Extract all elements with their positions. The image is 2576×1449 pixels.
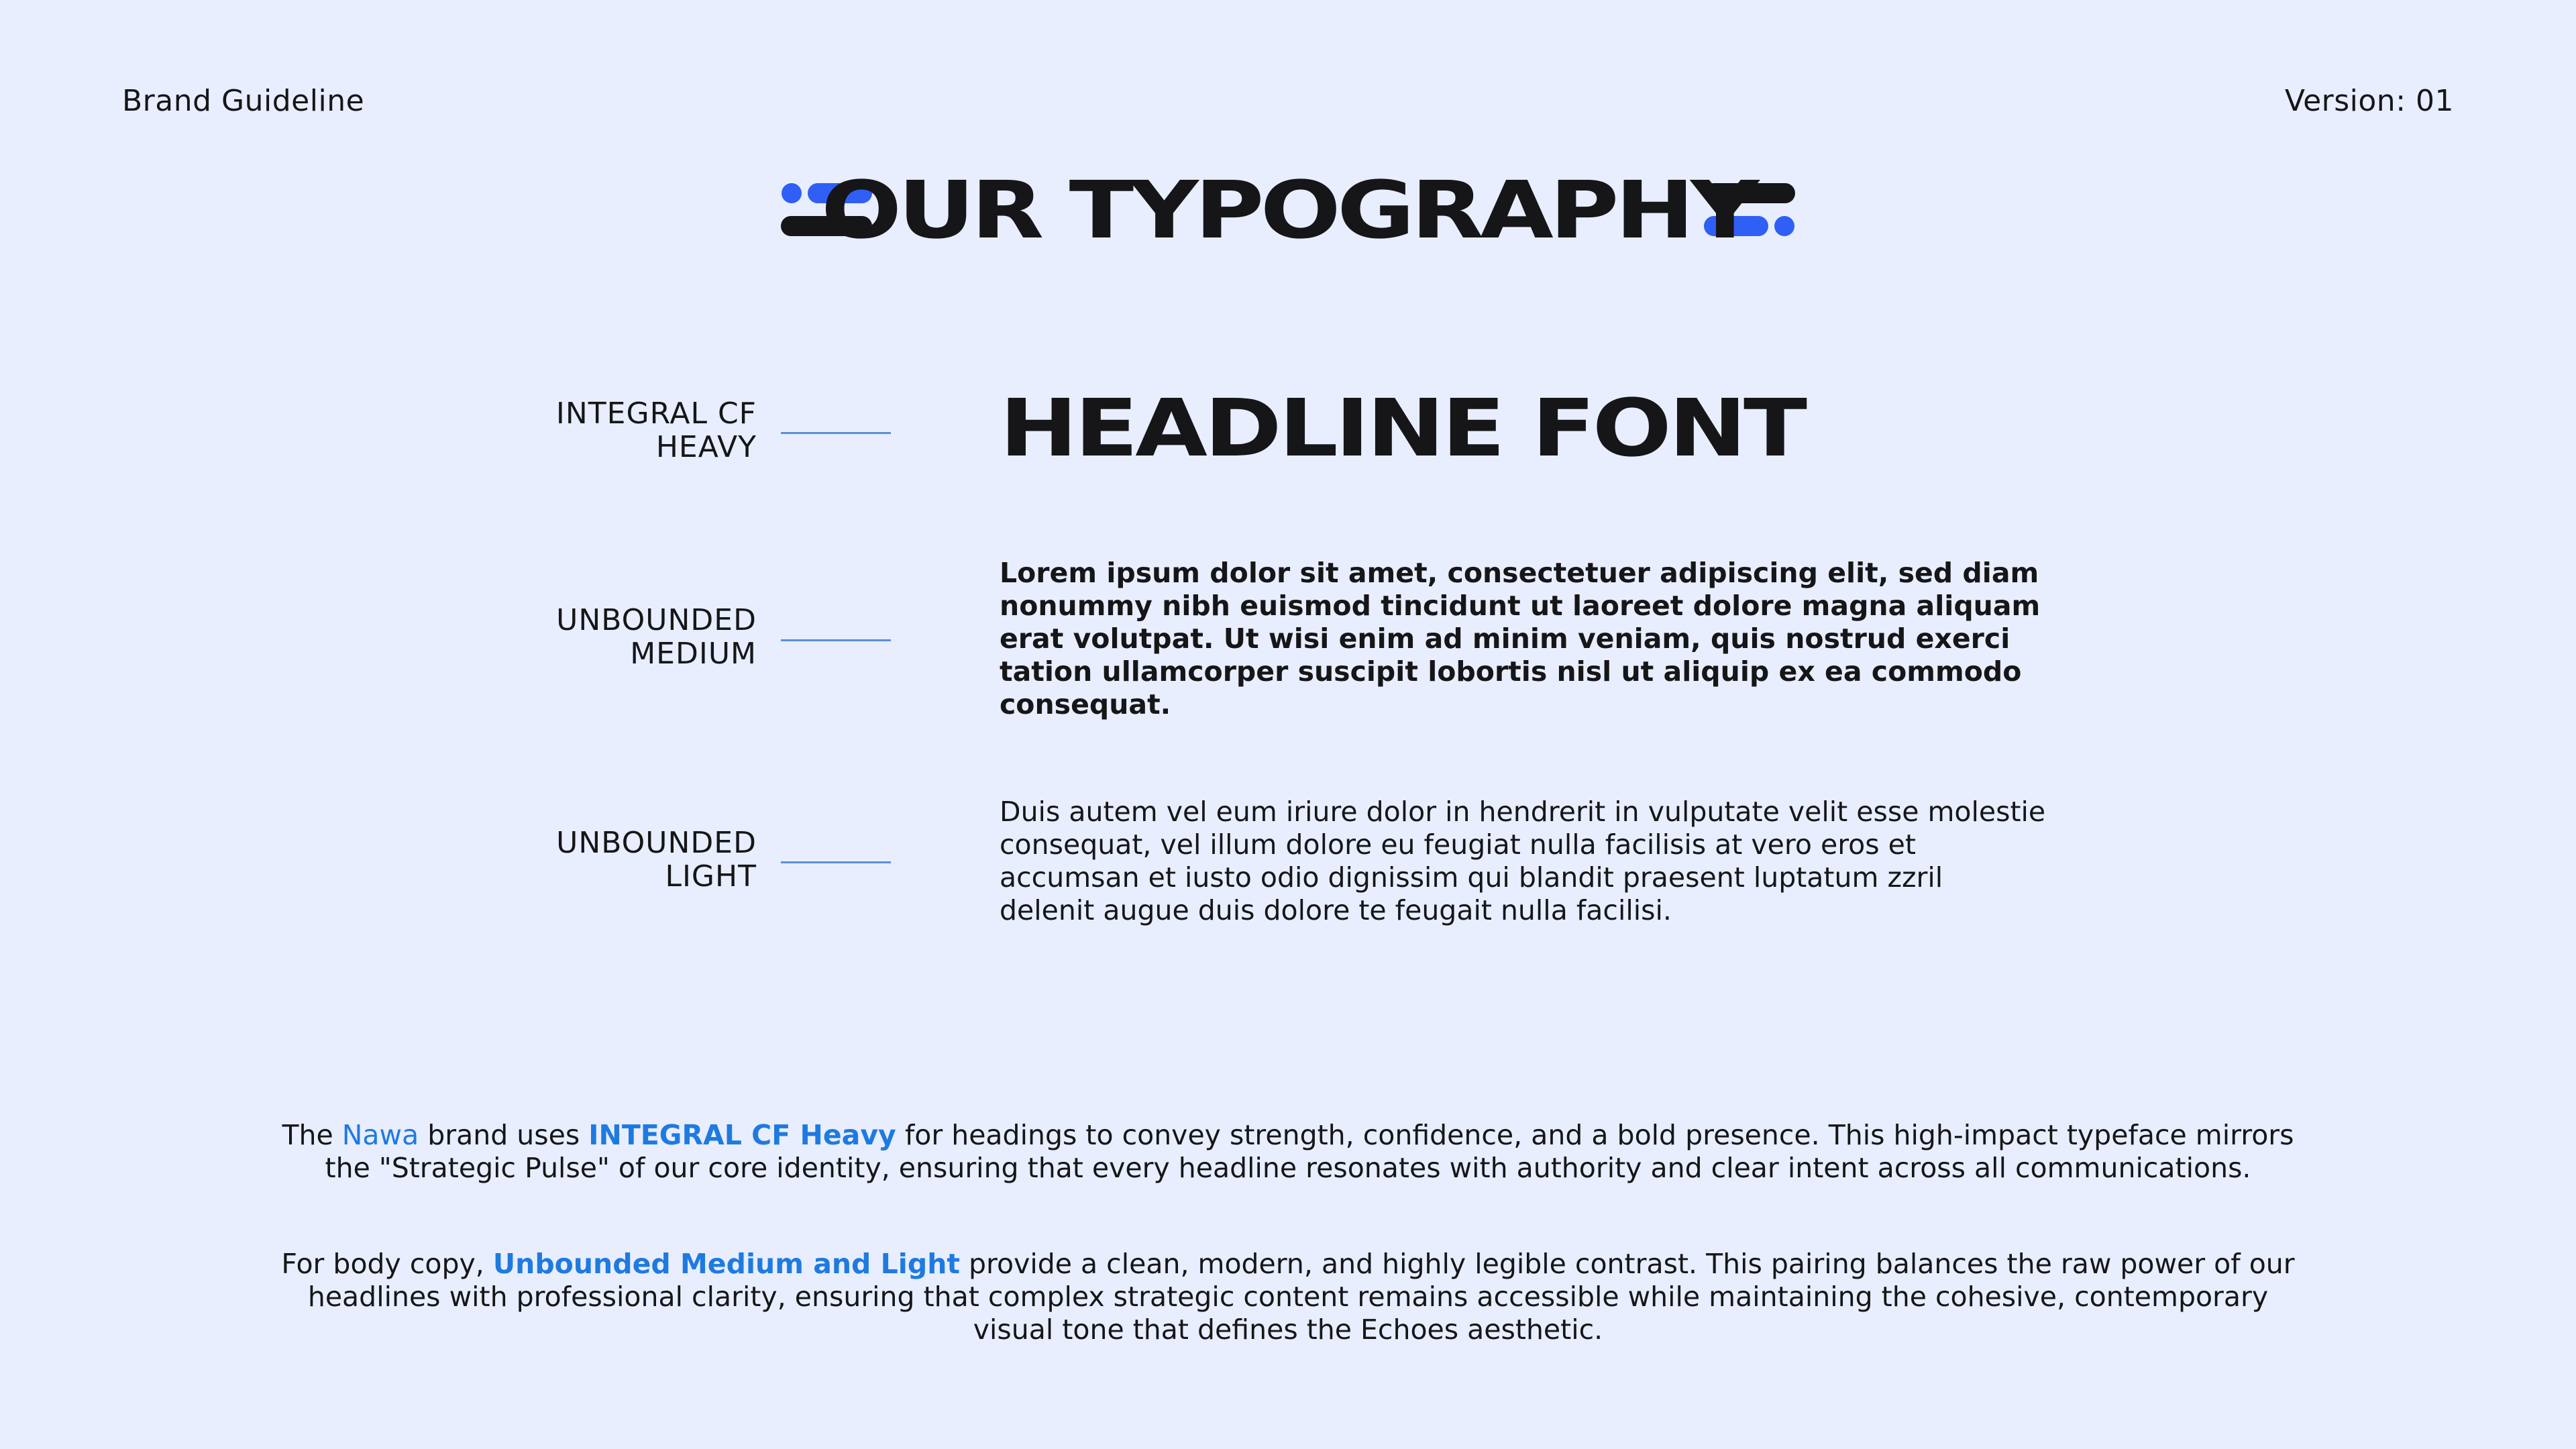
body-font-highlight: Unbounded Medium and Light [492,1248,960,1280]
font-label-line: MEDIUM [630,637,757,671]
title-row [0,160,2576,260]
paragraph-text: The [282,1119,342,1151]
paragraph-text: for headings to convey strength, confidence, and a bold presence. This high-impact typeface mirrors the "Strategic Pulse" of our core identity, ensuring that every headline resonates with authority and clear intent across all communications. [325,1119,2294,1184]
connector-line [781,432,891,434]
font-label-unbounded-light [408,826,757,894]
font-label-unbounded-medium [408,604,757,671]
connector-line [781,639,891,641]
headline-font-highlight: INTEGRAL CF Heavy [588,1119,896,1151]
paragraph-text: brand uses [419,1119,589,1151]
font-label-line: INTEGRAL CF [555,396,757,431]
font-label-line: UNBOUNDED [556,826,757,860]
paragraph-text: provide a clean, modern, and highly legible contrast. This pairing balances the raw power of our headlines with professional clarity, ensuring that complex strategic content remains accessible while maintaining the cohesive, contemporary visual tone that defines the Echoes aesthetic. [307,1248,2295,1346]
font-label-line: HEAVY [655,430,757,464]
paragraph-text: For body copy, [281,1248,493,1280]
font-label-line: LIGHT [665,859,757,894]
description-paragraph [268,1119,2308,1185]
medium-font-sample: Lorem ipsum dolor sit amet, consectetuer adipiscing elit, sed diam nonummy nibh euismod tincidunt ut laoreet dolore magna aliquam erat volutpat. Ut wisi enim ad minim veniam, quis nostrud exerci tation ullamcorper suscipit lobortis nisl ut aliquip ex ea commodo consequat. [1000,557,2041,720]
brand-guideline-label: Brand Guideline [122,84,365,118]
font-label-integral-heavy [408,397,757,464]
light-font-sample: Duis autem vel eum iriure dolor in hendrerit in vulputate velit esse molestie consequat, vel illum dolore eu feugiat nulla facilisis at vero eros et accumsan et iusto odio dignissim qui blandit praesent luptatum zzril delenit augue duis dolore te feugait nulla facilisi. [1000,796,2046,926]
connector-line [781,861,891,863]
version-label: Version: 01 [2284,84,2454,118]
font-label-line: UNBOUNDED [556,603,757,637]
headline-font-sample: HEADLINE FONT [1000,382,1805,474]
description-paragraph [268,1248,2308,1346]
page-title: OUR TYPOGRAPHY [820,164,1756,256]
brand-name-highlight: Nawa [341,1119,419,1151]
